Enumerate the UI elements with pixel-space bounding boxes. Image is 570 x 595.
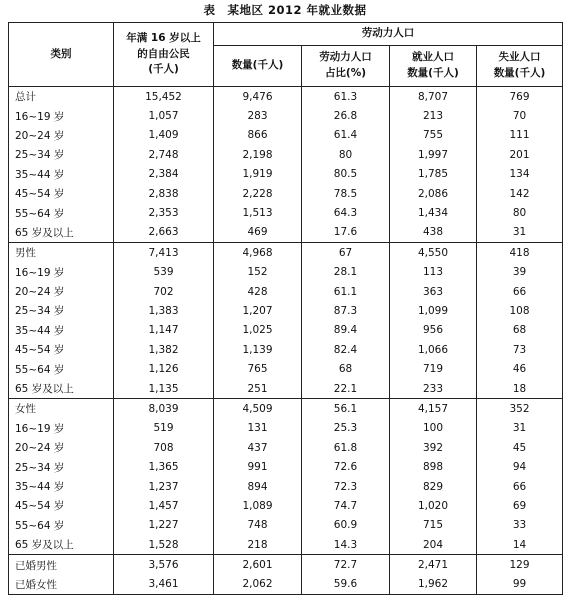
cell-employed: 1,099 bbox=[390, 301, 477, 320]
row-label: 55~64 岁 bbox=[9, 516, 114, 535]
header-unemployed bbox=[477, 46, 563, 87]
row-label: 35~44 岁 bbox=[9, 165, 114, 184]
row-label: 16~19 岁 bbox=[9, 419, 114, 438]
table-row bbox=[9, 419, 563, 438]
cell-employed: 956 bbox=[390, 321, 477, 340]
header-ratio bbox=[302, 46, 390, 87]
cell-ratio: 80.5 bbox=[302, 165, 390, 184]
cell-employed: 755 bbox=[390, 126, 477, 145]
cell-count: 894 bbox=[214, 477, 302, 496]
header-labor-group: 劳动力人口 bbox=[214, 23, 563, 46]
table-row bbox=[9, 340, 563, 359]
cell-count: 428 bbox=[214, 282, 302, 301]
cell-count: 2,601 bbox=[214, 555, 302, 575]
header-employed-line2: 数量(千人) bbox=[407, 67, 459, 79]
table-row bbox=[9, 496, 563, 515]
cell-ratio: 72.7 bbox=[302, 555, 390, 575]
cell-ratio: 28.1 bbox=[302, 263, 390, 282]
cell-employed: 4,157 bbox=[390, 399, 477, 419]
cell-ratio: 82.4 bbox=[302, 340, 390, 359]
cell-count: 251 bbox=[214, 379, 302, 399]
cell-pop: 1,057 bbox=[114, 106, 214, 125]
header-population bbox=[114, 23, 214, 87]
row-label: 25~34 岁 bbox=[9, 301, 114, 320]
cell-pop: 1,126 bbox=[114, 359, 214, 378]
cell-ratio: 67 bbox=[302, 243, 390, 263]
cell-pop: 2,748 bbox=[114, 145, 214, 164]
row-label: 男性 bbox=[9, 243, 114, 263]
cell-pop: 1,147 bbox=[114, 321, 214, 340]
table-row bbox=[9, 282, 563, 301]
cell-pop: 7,413 bbox=[114, 243, 214, 263]
table-row bbox=[9, 301, 563, 320]
cell-count: 4,509 bbox=[214, 399, 302, 419]
cell-pop: 1,237 bbox=[114, 477, 214, 496]
cell-pop: 3,461 bbox=[114, 575, 214, 595]
table-title: 表 某地区 2012 年就业数据 bbox=[203, 3, 367, 17]
cell-count: 991 bbox=[214, 457, 302, 476]
cell-count: 9,476 bbox=[214, 87, 302, 107]
row-label: 20~24 岁 bbox=[9, 282, 114, 301]
cell-pop: 3,576 bbox=[114, 555, 214, 575]
cell-ratio: 56.1 bbox=[302, 399, 390, 419]
cell-unemployed: 33 bbox=[477, 516, 563, 535]
cell-ratio: 60.9 bbox=[302, 516, 390, 535]
cell-count: 866 bbox=[214, 126, 302, 145]
cell-unemployed: 111 bbox=[477, 126, 563, 145]
cell-employed: 392 bbox=[390, 438, 477, 457]
table-row bbox=[9, 359, 563, 378]
cell-employed: 4,550 bbox=[390, 243, 477, 263]
table-row bbox=[9, 438, 563, 457]
cell-unemployed: 80 bbox=[477, 203, 563, 222]
table-row bbox=[9, 243, 563, 263]
table-row bbox=[9, 263, 563, 282]
row-label: 25~34 岁 bbox=[9, 457, 114, 476]
cell-unemployed: 418 bbox=[477, 243, 563, 263]
table-row bbox=[9, 575, 563, 595]
row-label: 已婚女性 bbox=[9, 575, 114, 595]
row-label: 20~24 岁 bbox=[9, 438, 114, 457]
cell-count: 1,025 bbox=[214, 321, 302, 340]
row-label: 55~64 岁 bbox=[9, 359, 114, 378]
cell-ratio: 59.6 bbox=[302, 575, 390, 595]
table-row bbox=[9, 555, 563, 575]
cell-unemployed: 39 bbox=[477, 263, 563, 282]
cell-pop: 519 bbox=[114, 419, 214, 438]
cell-employed: 1,066 bbox=[390, 340, 477, 359]
cell-unemployed: 70 bbox=[477, 106, 563, 125]
cell-pop: 2,663 bbox=[114, 223, 214, 243]
cell-unemployed: 201 bbox=[477, 145, 563, 164]
cell-count: 152 bbox=[214, 263, 302, 282]
cell-ratio: 17.6 bbox=[302, 223, 390, 243]
cell-pop: 1,528 bbox=[114, 535, 214, 555]
cell-unemployed: 94 bbox=[477, 457, 563, 476]
cell-ratio: 61.1 bbox=[302, 282, 390, 301]
cell-ratio: 74.7 bbox=[302, 496, 390, 515]
cell-employed: 1,020 bbox=[390, 496, 477, 515]
row-label: 35~44 岁 bbox=[9, 321, 114, 340]
cell-employed: 1,785 bbox=[390, 165, 477, 184]
header-ratio-line2: 占比(%) bbox=[324, 67, 367, 79]
table-row bbox=[9, 165, 563, 184]
cell-employed: 715 bbox=[390, 516, 477, 535]
cell-unemployed: 108 bbox=[477, 301, 563, 320]
cell-pop: 2,838 bbox=[114, 184, 214, 203]
table-row bbox=[9, 106, 563, 125]
cell-unemployed: 68 bbox=[477, 321, 563, 340]
row-label: 女性 bbox=[9, 399, 114, 419]
cell-count: 765 bbox=[214, 359, 302, 378]
cell-pop: 1,409 bbox=[114, 126, 214, 145]
header-category: 类别 bbox=[9, 23, 114, 87]
cell-ratio: 80 bbox=[302, 145, 390, 164]
cell-ratio: 87.3 bbox=[302, 301, 390, 320]
header-population-line2: 的自由公民 bbox=[137, 47, 190, 60]
cell-count: 131 bbox=[214, 419, 302, 438]
cell-unemployed: 769 bbox=[477, 87, 563, 107]
table-header bbox=[9, 23, 563, 87]
header-count: 数量(千人) bbox=[214, 46, 302, 87]
cell-pop: 1,365 bbox=[114, 457, 214, 476]
cell-employed: 113 bbox=[390, 263, 477, 282]
cell-employed: 233 bbox=[390, 379, 477, 399]
cell-employed: 898 bbox=[390, 457, 477, 476]
cell-employed: 100 bbox=[390, 419, 477, 438]
table-row bbox=[9, 535, 563, 555]
cell-employed: 719 bbox=[390, 359, 477, 378]
row-label: 65 岁及以上 bbox=[9, 379, 114, 399]
row-label: 65 岁及以上 bbox=[9, 535, 114, 555]
cell-unemployed: 45 bbox=[477, 438, 563, 457]
cell-count: 748 bbox=[214, 516, 302, 535]
cell-unemployed: 66 bbox=[477, 477, 563, 496]
cell-unemployed: 99 bbox=[477, 575, 563, 595]
row-label: 已婚男性 bbox=[9, 555, 114, 575]
cell-count: 1,513 bbox=[214, 203, 302, 222]
cell-unemployed: 18 bbox=[477, 379, 563, 399]
cell-count: 1,139 bbox=[214, 340, 302, 359]
cell-pop: 1,135 bbox=[114, 379, 214, 399]
cell-count: 469 bbox=[214, 223, 302, 243]
cell-pop: 1,457 bbox=[114, 496, 214, 515]
cell-pop: 708 bbox=[114, 438, 214, 457]
employment-table bbox=[8, 22, 563, 595]
cell-employed: 2,086 bbox=[390, 184, 477, 203]
table-row bbox=[9, 223, 563, 243]
cell-ratio: 14.3 bbox=[302, 535, 390, 555]
table-row bbox=[9, 126, 563, 145]
cell-pop: 2,353 bbox=[114, 203, 214, 222]
cell-count: 218 bbox=[214, 535, 302, 555]
cell-ratio: 89.4 bbox=[302, 321, 390, 340]
cell-count: 4,968 bbox=[214, 243, 302, 263]
row-label: 25~34 岁 bbox=[9, 145, 114, 164]
row-label: 16~19 岁 bbox=[9, 106, 114, 125]
cell-unemployed: 352 bbox=[477, 399, 563, 419]
cell-ratio: 61.4 bbox=[302, 126, 390, 145]
cell-count: 283 bbox=[214, 106, 302, 125]
row-label: 16~19 岁 bbox=[9, 263, 114, 282]
header-unemployed-line1: 失业人口 bbox=[498, 51, 541, 64]
cell-pop: 702 bbox=[114, 282, 214, 301]
row-label: 45~54 岁 bbox=[9, 184, 114, 203]
cell-unemployed: 69 bbox=[477, 496, 563, 515]
cell-employed: 204 bbox=[390, 535, 477, 555]
table-row bbox=[9, 399, 563, 419]
cell-ratio: 22.1 bbox=[302, 379, 390, 399]
cell-ratio: 26.8 bbox=[302, 106, 390, 125]
cell-ratio: 61.8 bbox=[302, 438, 390, 457]
table-row bbox=[9, 379, 563, 399]
cell-pop: 15,452 bbox=[114, 87, 214, 107]
table-row bbox=[9, 457, 563, 476]
cell-employed: 1,962 bbox=[390, 575, 477, 595]
header-population-line3: (千人) bbox=[148, 63, 179, 76]
cell-employed: 2,471 bbox=[390, 555, 477, 575]
table-row bbox=[9, 184, 563, 203]
table-body bbox=[9, 87, 563, 595]
table-row bbox=[9, 145, 563, 164]
cell-pop: 1,383 bbox=[114, 301, 214, 320]
row-label: 45~54 岁 bbox=[9, 496, 114, 515]
cell-count: 1,919 bbox=[214, 165, 302, 184]
cell-ratio: 68 bbox=[302, 359, 390, 378]
cell-ratio: 61.3 bbox=[302, 87, 390, 107]
cell-unemployed: 14 bbox=[477, 535, 563, 555]
cell-employed: 829 bbox=[390, 477, 477, 496]
row-label: 45~54 岁 bbox=[9, 340, 114, 359]
header-population-line1: 年满 16 岁以上 bbox=[126, 31, 201, 44]
cell-ratio: 64.3 bbox=[302, 203, 390, 222]
cell-unemployed: 129 bbox=[477, 555, 563, 575]
table-row bbox=[9, 516, 563, 535]
cell-employed: 438 bbox=[390, 223, 477, 243]
cell-employed: 8,707 bbox=[390, 87, 477, 107]
cell-unemployed: 134 bbox=[477, 165, 563, 184]
cell-unemployed: 31 bbox=[477, 223, 563, 243]
row-label: 35~44 岁 bbox=[9, 477, 114, 496]
cell-pop: 2,384 bbox=[114, 165, 214, 184]
header-employed bbox=[390, 46, 477, 87]
cell-employed: 1,997 bbox=[390, 145, 477, 164]
row-label: 65 岁及以上 bbox=[9, 223, 114, 243]
cell-count: 2,198 bbox=[214, 145, 302, 164]
header-ratio-line1: 劳动力人口 bbox=[319, 51, 372, 64]
cell-pop: 539 bbox=[114, 263, 214, 282]
row-label: 55~64 岁 bbox=[9, 203, 114, 222]
header-employed-line1: 就业人口 bbox=[412, 51, 454, 64]
table-row bbox=[9, 477, 563, 496]
cell-count: 2,228 bbox=[214, 184, 302, 203]
row-label: 总计 bbox=[9, 87, 114, 107]
cell-pop: 1,227 bbox=[114, 516, 214, 535]
header-unemployed-line2: 数量(千人) bbox=[493, 67, 546, 79]
table-row bbox=[9, 321, 563, 340]
cell-count: 437 bbox=[214, 438, 302, 457]
cell-ratio: 72.3 bbox=[302, 477, 390, 496]
cell-employed: 213 bbox=[390, 106, 477, 125]
cell-unemployed: 142 bbox=[477, 184, 563, 203]
cell-employed: 363 bbox=[390, 282, 477, 301]
cell-count: 1,207 bbox=[214, 301, 302, 320]
cell-count: 1,089 bbox=[214, 496, 302, 515]
cell-count: 2,062 bbox=[214, 575, 302, 595]
cell-ratio: 25.3 bbox=[302, 419, 390, 438]
cell-pop: 1,382 bbox=[114, 340, 214, 359]
cell-unemployed: 66 bbox=[477, 282, 563, 301]
cell-ratio: 72.6 bbox=[302, 457, 390, 476]
cell-unemployed: 73 bbox=[477, 340, 563, 359]
table-row bbox=[9, 87, 563, 107]
cell-ratio: 78.5 bbox=[302, 184, 390, 203]
cell-pop: 8,039 bbox=[114, 399, 214, 419]
cell-employed: 1,434 bbox=[390, 203, 477, 222]
table-row bbox=[9, 203, 563, 222]
cell-unemployed: 31 bbox=[477, 419, 563, 438]
row-label: 20~24 岁 bbox=[9, 126, 114, 145]
cell-unemployed: 46 bbox=[477, 359, 563, 378]
